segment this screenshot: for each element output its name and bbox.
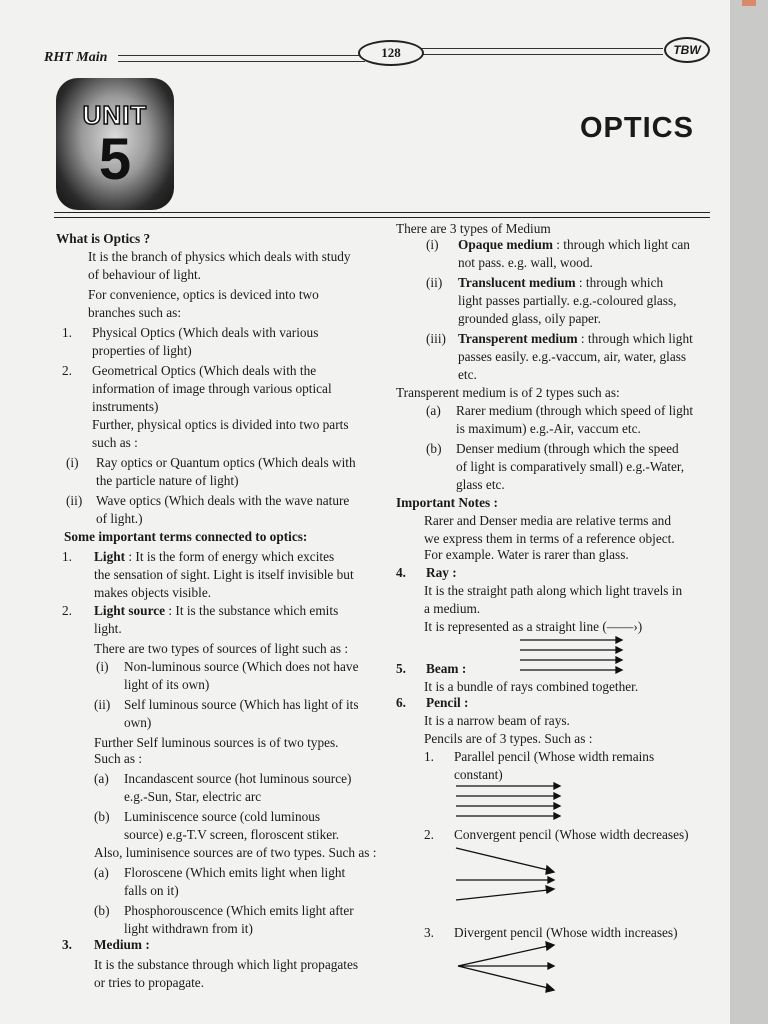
item-number-label: (ii) (66, 493, 83, 508)
term-name: Light source (94, 603, 166, 618)
text-line: light of its own) (124, 677, 210, 692)
item-number-label: 3. (424, 925, 434, 940)
section-heading: Beam : (426, 661, 467, 676)
text-line: we express them in terms of a reference object. (424, 531, 675, 546)
text-line: of behaviour of light. (88, 267, 201, 282)
section-heading: Pencil : (426, 695, 469, 710)
text-line: There are 3 types of Medium (396, 221, 551, 236)
text-line: Further Self luminous sources is of two types. (94, 735, 339, 750)
convergent-pencil-diagram (454, 842, 564, 904)
text-line: It is represented as a straight line (——›) (424, 619, 643, 634)
text-line: instruments) (92, 399, 159, 414)
item-number-label: (a) (94, 771, 109, 786)
text-line: It is the substance through which light propagates (94, 957, 359, 972)
text-line: of light is comparatively small) e.g.-Water, (456, 459, 685, 474)
chapter-title: OPTICS (580, 112, 694, 144)
item-number-label: (ii) (426, 275, 443, 290)
term-definition-line (94, 548, 334, 566)
text-line: There are two types of sources of light such as : (94, 641, 349, 656)
item-number-label: 6. (396, 695, 406, 710)
section-heading: What is Optics ? (56, 231, 151, 246)
item-number-label: 4. (396, 565, 406, 580)
text-line: For example. Water is rarer than glass. (424, 547, 629, 562)
item-number-label: 2. (424, 827, 434, 842)
term-definition: : It is the substance which emits (165, 603, 339, 618)
divergent-pencil-diagram (454, 940, 564, 996)
text-line: Luminiscence source (cold luminous (124, 809, 321, 824)
item-number-label: (ii) (94, 697, 111, 712)
text-line: Phosphorouscence (Which emits light after (124, 903, 354, 918)
term-name: Light (94, 549, 126, 564)
text-line: Rarer and Denser media are relative terms and (424, 513, 671, 528)
text-line: the particle nature of light) (96, 473, 239, 488)
item-number-label: 1. (62, 325, 72, 340)
section-heading: Important Notes : (396, 495, 498, 510)
text-line: It is a bundle of rays combined together. (424, 679, 639, 694)
text-line: glass etc. (456, 477, 505, 492)
term-definition-line (458, 330, 693, 348)
text-line: Non-luminous source (Which does not have (124, 659, 359, 674)
text-line: Wave optics (Which deals with the wave nature (96, 493, 350, 508)
text-line: Such as : (94, 751, 143, 766)
text-line: light passes partially. e.g.-coloured glass, (458, 293, 677, 308)
term-definition: : through which (575, 275, 664, 290)
item-number-label: 3. (62, 937, 72, 952)
text-line: a medium. (424, 601, 481, 616)
text-line: grounded glass, oily paper. (458, 311, 601, 326)
text-line: Physical Optics (Which deals with various (92, 325, 319, 340)
text-line: Divergent pencil (Whose width increases) (454, 925, 678, 940)
header-rule-left (118, 55, 365, 62)
term-definition-line (458, 236, 690, 254)
item-number-label: (b) (94, 903, 110, 918)
text-line: information of image through various optical (92, 381, 332, 396)
text-line: Further, physical optics is divided into two parts (92, 417, 349, 432)
section-heading: Some important terms connected to optics: (64, 529, 308, 544)
section-heading: Medium : (94, 937, 150, 952)
section-heading: Ray : (426, 565, 457, 580)
text-line: is maximum) e.g.-Air, vaccum etc. (456, 421, 641, 436)
text-line: of light.) (96, 511, 143, 526)
item-number-label: (b) (426, 441, 442, 456)
item-number-label: 1. (424, 749, 434, 764)
text-line: Parallel pencil (Whose width remains (454, 749, 655, 764)
header-rule-right (418, 48, 663, 55)
term-name: Transperent medium (458, 331, 578, 346)
term-name: Opaque medium (458, 237, 553, 252)
text-line: branches such as: (88, 305, 182, 320)
text-line: e.g.-Sun, Star, electric arc (124, 789, 262, 804)
text-line: Floroscene (Which emits light when light (124, 865, 346, 880)
unit-badge-word: UNIT (82, 100, 148, 130)
text-line: Transperent medium is of 2 types such as: (396, 385, 620, 400)
item-number-label: (b) (94, 809, 110, 824)
text-line: passes easily. e.g.-vaccum, air, water, glass (458, 349, 687, 364)
term-definition-line (458, 274, 663, 292)
term-definition-line (94, 602, 338, 620)
text-line: It is a narrow beam of rays. (424, 713, 570, 728)
text-line: makes objects visible. (94, 585, 212, 600)
running-header-label: RHT Main (44, 50, 108, 65)
text-line: Incandascent source (hot luminous source) (124, 771, 352, 786)
item-number-label: (i) (426, 237, 439, 252)
text-line: own) (124, 715, 152, 730)
item-number-label: 2. (62, 603, 72, 618)
item-number-label: 1. (62, 549, 72, 564)
text-line: Pencils are of 3 types. Such as : (424, 731, 593, 746)
text-line: Rarer medium (through which speed of light (456, 403, 694, 418)
unit-badge (56, 78, 174, 210)
parallel-pencil-arrows (454, 780, 564, 824)
text-line: Denser medium (through which the speed (456, 441, 679, 456)
text-line: source) e.g-T.V screen, floroscent stiker. (124, 827, 340, 842)
publisher-logo: TBW (664, 37, 710, 63)
text-line: or tries to propagate. (94, 975, 205, 990)
text-line: falls on it) (124, 883, 179, 898)
beam-diagram (518, 636, 628, 676)
term-name: Translucent medium (458, 275, 576, 290)
item-number-label: (a) (426, 403, 441, 418)
text-line: properties of light) (92, 343, 192, 358)
text-line: the sensation of sight. Light is itself invisible but (94, 567, 354, 582)
text-line: For convenience, optics is deviced into two (88, 287, 319, 302)
text-line: constant) (454, 767, 503, 782)
item-number-label: 2. (62, 363, 72, 378)
page-edge (730, 0, 768, 1024)
term-definition: : through which light (577, 331, 693, 346)
text-line: Self luminous source (Which has light of its (124, 697, 359, 712)
page-number: 128 (358, 40, 424, 66)
term-definition: : It is the form of energy which excites (125, 549, 335, 564)
text-line: Convergent pencil (Whose width decreases) (454, 827, 689, 842)
text-line: Geometrical Optics (Which deals with the (92, 363, 317, 378)
item-number-label: (i) (96, 659, 109, 674)
item-number-label: (a) (94, 865, 109, 880)
divergent-pencil-arrows (454, 940, 564, 996)
text-line: light withdrawn from it) (124, 921, 253, 936)
text-line: Ray optics or Quantum optics (Which deals with (96, 455, 356, 470)
text-line: such as : (92, 435, 138, 450)
text-line: not pass. e.g. wall, wood. (458, 255, 593, 270)
title-rule (54, 212, 710, 218)
text-line: etc. (458, 367, 477, 382)
convergent-pencil-arrows (454, 842, 564, 904)
text-line: light. (94, 621, 122, 636)
term-definition: : through which light can (552, 237, 690, 252)
text-line: Also, luminisence sources are of two types. Such as : (94, 845, 377, 860)
parallel-pencil-diagram (454, 780, 564, 824)
beam-arrows (518, 636, 628, 676)
unit-badge-number: 5 (98, 127, 132, 192)
item-number-label: (i) (66, 455, 79, 470)
item-number-label: (iii) (426, 331, 446, 346)
text-line: It is the branch of physics which deals with study (88, 249, 351, 264)
item-number-label: 5. (396, 661, 406, 676)
text-line: It is the straight path along which light travels in (424, 583, 683, 598)
